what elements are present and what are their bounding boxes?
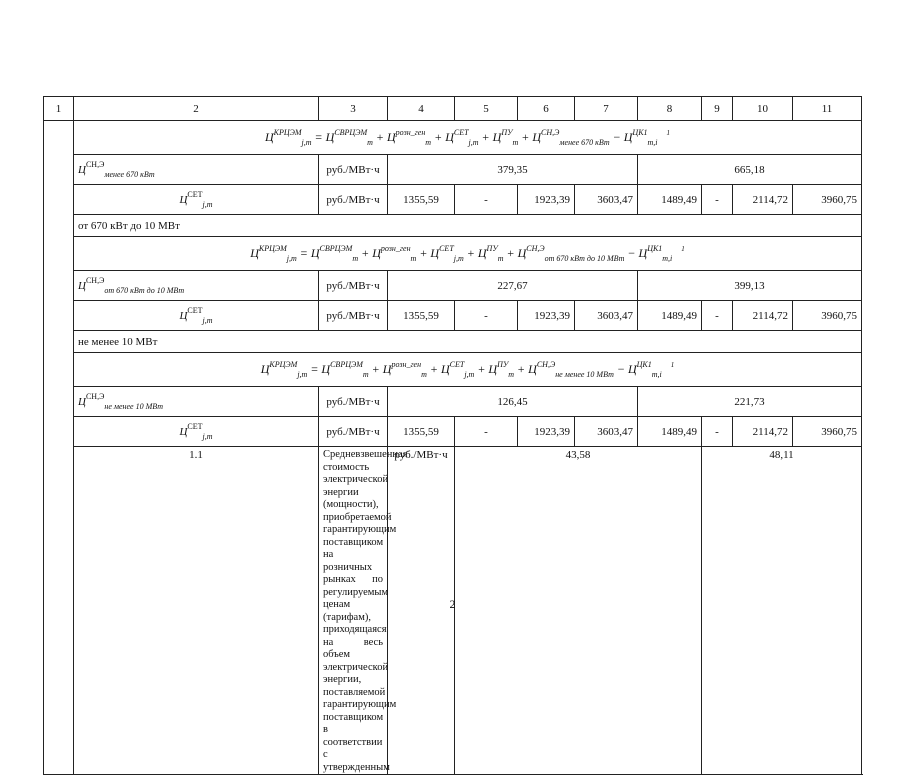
unit-cell: руб./МВт·ч <box>388 447 455 775</box>
section-label: не менее 10 МВт <box>74 331 862 353</box>
formula-under670: $Ц^{КРЦЭМ}_{j,m} = Ц^{СВРЦЭМ}_m + Ц^{розн\_ген}_m + Ц^{СЕТ}_{j,m} + Ц^{ПУ}_m + Ц^{СН,Э}_{менее 670 кВт} - Ц^{ЦК1}_{m,i}$ $^1$ <box>74 121 862 155</box>
header-cell: 6 <box>518 97 575 121</box>
value-cell: 2114,72 <box>733 417 793 447</box>
value-cell: 1355,59 <box>388 417 455 447</box>
section-label: от 670 кВт до 10 МВт <box>74 215 862 237</box>
set-row-b <box>44 301 862 331</box>
value-cell: - <box>702 185 733 215</box>
value-cell: 221,73 <box>638 387 862 417</box>
set-symbol: $Ц^{СЕТ}_{j,m}$ <box>74 417 319 447</box>
set-symbol: $Ц^{СЕТ}_{j,m}$ <box>74 301 319 331</box>
value-cell: 1923,39 <box>518 301 575 331</box>
set-symbol: $Ц^{СЕТ}_{j,m}$ <box>74 185 319 215</box>
header-cell: 8 <box>638 97 702 121</box>
value-cell: 1489,49 <box>638 417 702 447</box>
value-cell: 665,18 <box>638 155 862 185</box>
value-cell: 379,35 <box>388 155 638 185</box>
value-cell: 3960,75 <box>793 301 862 331</box>
value-cell: 3603,47 <box>575 417 638 447</box>
sn-symbol-over10: $Ц^{СН,Э}_{не менее 10 МВт}$ <box>74 387 319 417</box>
unit-cell: руб./МВт·ч <box>319 185 388 215</box>
sn-row-under670 <box>44 155 862 185</box>
header-cell: 7 <box>575 97 638 121</box>
value-cell: 1355,59 <box>388 185 455 215</box>
header-cell: 2 <box>74 97 319 121</box>
unit-cell: руб./МВт·ч <box>319 417 388 447</box>
formula-over10: $Ц^{КРЦЭМ}_{j,m} = Ц^{СВРЦЭМ}_m + Ц^{розн\_ген}_m + Ц^{СЕТ}_{j,m} + Ц^{ПУ}_m + Ц^{СН,Э}_{не менее 10 МВт} - Ц^{ЦК1}_{m,i}$ $^1$ <box>74 353 862 387</box>
unit-cell: руб./МВт·ч <box>319 387 388 417</box>
value-cell: - <box>455 417 518 447</box>
set-row-c <box>44 417 862 447</box>
formula-row-over10 <box>44 353 862 387</box>
header-cell: 11 <box>793 97 862 121</box>
header-row <box>44 97 862 121</box>
formula-670to10: $Ц^{КРЦЭМ}_{j,m} = Ц^{СВРЦЭМ}_m + Ц^{розн\_ген}_m + Ц^{СЕТ}_{j,m} + Ц^{ПУ}_m + Ц^{СН,Э}_{от 670 кВт до 10 МВт} - Ц^{ЦК1}_{m,i}$ $^1$ <box>74 237 862 271</box>
value-cell: 3960,75 <box>793 417 862 447</box>
value-cell: 1923,39 <box>518 417 575 447</box>
page-number: 2 <box>449 597 456 611</box>
value-cell: 399,13 <box>638 271 862 301</box>
unit-cell: руб./МВт·ч <box>319 155 388 185</box>
value-cell: - <box>455 301 518 331</box>
sn-row-670to10 <box>44 271 862 301</box>
value-cell: 3960,75 <box>793 185 862 215</box>
header-cell: 1 <box>44 97 74 121</box>
header-cell: 3 <box>319 97 388 121</box>
header-cell: 10 <box>733 97 793 121</box>
formula-row-670to10 <box>44 237 862 271</box>
formula-row-under670 <box>44 121 862 155</box>
value-cell: 48,11 <box>702 447 862 775</box>
value-cell: - <box>702 301 733 331</box>
row-number-cell <box>44 121 74 775</box>
unit-cell: руб./МВт·ч <box>319 301 388 331</box>
value-cell: 1923,39 <box>518 185 575 215</box>
value-cell: 1489,49 <box>638 185 702 215</box>
value-cell: 1489,49 <box>638 301 702 331</box>
value-cell: 2114,72 <box>733 185 793 215</box>
header-cell: 9 <box>702 97 733 121</box>
value-cell: 3603,47 <box>575 185 638 215</box>
set-row-a <box>44 185 862 215</box>
value-cell: 1355,59 <box>388 301 455 331</box>
section-label-row <box>44 331 862 353</box>
value-cell: - <box>455 185 518 215</box>
unit-cell: руб./МВт·ч <box>319 271 388 301</box>
sn-row-over10 <box>44 387 862 417</box>
value-cell: 3603,47 <box>575 301 638 331</box>
section-label-row <box>44 215 862 237</box>
header-cell: 4 <box>388 97 455 121</box>
value-cell: 126,45 <box>388 387 638 417</box>
tariff-table <box>43 96 862 775</box>
value-cell: 2114,72 <box>733 301 793 331</box>
value-cell: 227,67 <box>388 271 638 301</box>
sn-symbol-under670: $Ц^{СН,Э}_{менее 670 кВт}$ <box>74 155 319 185</box>
item-description: Средневзвешенная стоимость электрической энергии (мощности), приобретаемой гарантирующим поставщиком на розничных рынках по регулируемым ценам (тарифам), приходящаяся на весь объем электрической энергии, поставляемой гарантирующим поставщиком в соответствии с утвержденным <box>319 447 388 775</box>
sn-symbol-670to10: $Ц^{СН,Э}_{от 670 кВт до 10 МВт}$ <box>74 271 319 301</box>
value-cell: - <box>702 417 733 447</box>
item-number: 1.1 <box>74 447 319 775</box>
value-cell: 43,58 <box>455 447 702 775</box>
header-cell: 5 <box>455 97 518 121</box>
